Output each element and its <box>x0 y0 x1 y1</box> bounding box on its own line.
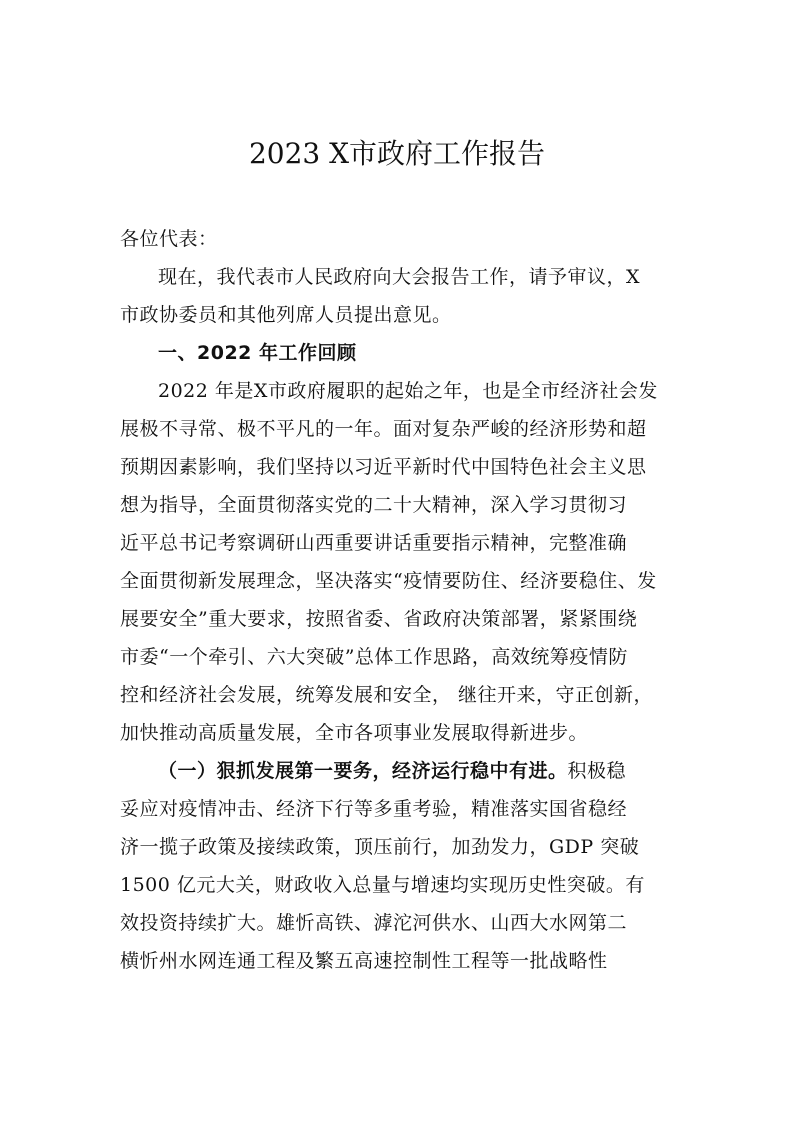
paragraph-line: 横忻州水网连通工程及繁五高速控制性工程等一批战略性 <box>120 950 608 972</box>
paragraph-line: 2022 年是X市政府履职的起始之年，也是全市经济社会发 <box>158 380 658 402</box>
paragraph-line: 控和经济社会发展，统筹发展和安全， 继往开来，守正创新， <box>120 684 654 706</box>
section-heading: 一、2022 年工作回顾 <box>158 342 357 364</box>
paragraph-line: 近平总书记考察调研山西重要讲话重要指示精神，完整准确 <box>120 532 628 554</box>
paragraph-line: 想为指导，全面贯彻落实党的二十大精神，深入学习贯彻习 <box>120 494 628 516</box>
intro-line-2: 市政协委员和其他列席人员提出意见。 <box>120 304 452 326</box>
salutation: 各位代表： <box>120 228 218 250</box>
paragraph-line: 预期因素影响，我们坚持以习近平新时代中国特色社会主义思 <box>120 456 647 478</box>
paragraph-line: 全面贯彻新发展理念，坚决落实“疫情要防住、经济要稳住、发 <box>120 570 657 592</box>
paragraph-line: 妥应对疫情冲击、经济下行等多重考验，精准落实国省稳经 <box>120 798 628 820</box>
subsection-lead: 积极稳 <box>567 760 627 782</box>
document-title: 2023 X市政府工作报告 <box>248 137 546 170</box>
paragraph-line: 济一揽子政策及接续政策，顶压前行，加劲发力，GDP 突破 <box>120 836 640 858</box>
paragraph-line: 展极不寻常、极不平凡的一年。面对复杂严峻的经济形势和超 <box>120 418 647 440</box>
intro-line-1: 现在，我代表市人民政府向大会报告工作，请予审议，X <box>158 266 641 288</box>
paragraph-line: 市委“一个牵引、六大突破”总体工作思路，高效统筹疫情防 <box>120 646 628 668</box>
subsection-heading: （一）狠抓发展第一要务，经济运行稳中有进。 <box>158 760 568 782</box>
paragraph-line: 效投资持续扩大。雄忻高铁、滹沱河供水、山西大水网第二 <box>120 912 628 934</box>
subsection-line <box>158 752 718 790</box>
paragraph-line: 加快推动高质量发展，全市各项事业发展取得新进步。 <box>120 722 589 744</box>
paragraph-line: 展要安全”重大要求，按照省委、省政府决策部署，紧紧围绕 <box>120 608 638 630</box>
paragraph-line: 1500 亿元大关，财政收入总量与增速均实现历史性突破。有 <box>120 874 645 896</box>
